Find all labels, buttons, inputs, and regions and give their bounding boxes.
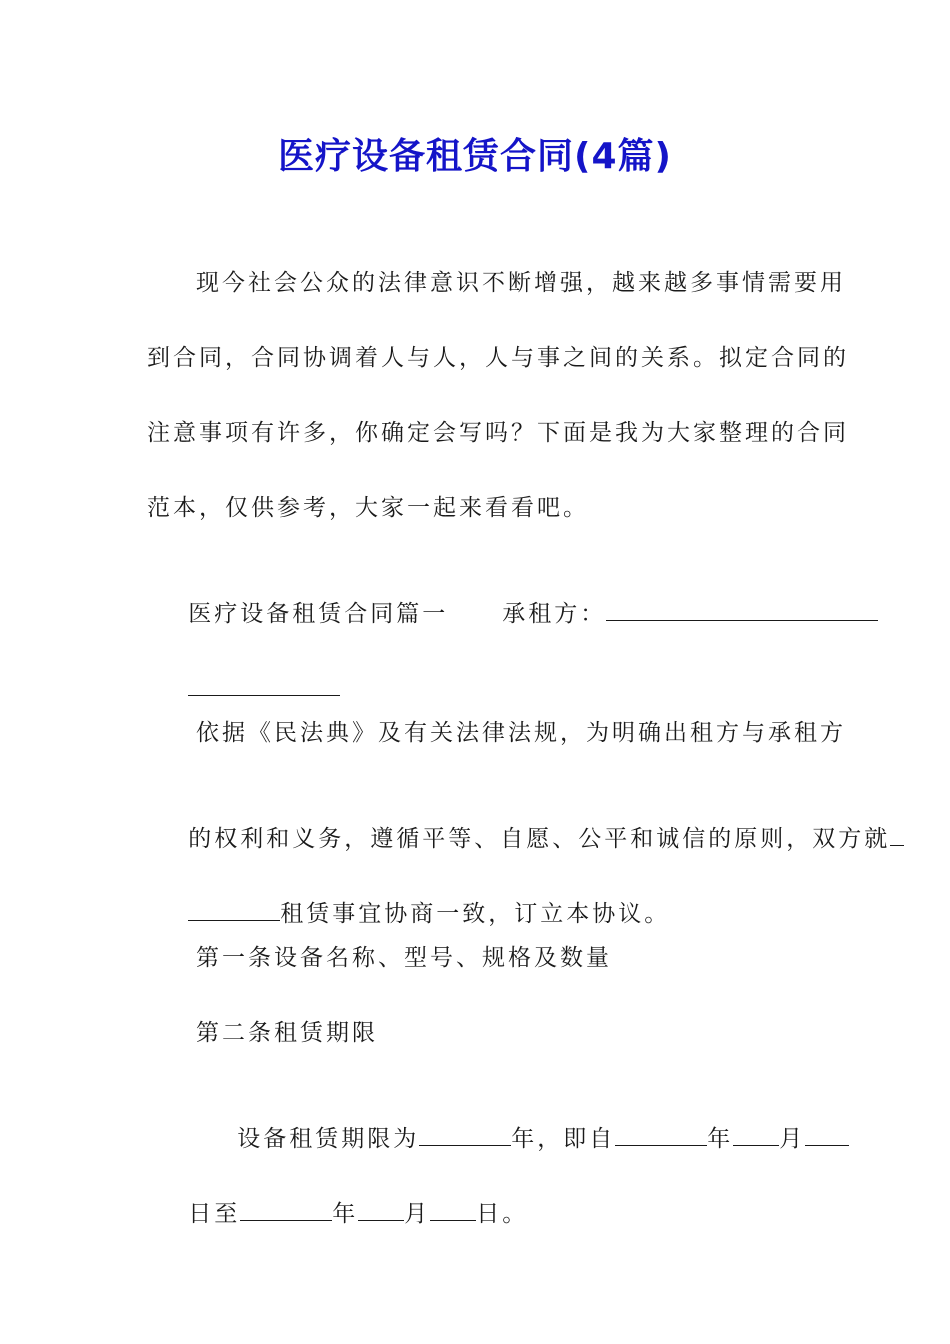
intro-line-2: 到合同，合同协调着人与人，人与事之间的关系。拟定合同的 [147, 345, 849, 371]
article-1-heading: 第一条设备名称、型号、规格及数量 [196, 945, 612, 971]
term-line-1-text-d: 月 [779, 1126, 806, 1152]
document-title: 医疗设备租赁合同(4篇) [278, 136, 672, 177]
lessee-blank-continuation[interactable] [188, 673, 340, 696]
term-line-2-text-a: 日至 [188, 1201, 241, 1227]
term-line-2-text-c: 月 [404, 1201, 431, 1227]
start-month-blank[interactable] [733, 1123, 779, 1146]
term-line-2-text-d: 日。 [476, 1201, 529, 1227]
lessee-label: 承租方： [502, 601, 607, 627]
end-month-blank[interactable] [358, 1198, 404, 1221]
subject-blank-continuation[interactable] [188, 898, 280, 921]
term-years-blank[interactable] [419, 1123, 511, 1146]
term-line-1-text-a: 设备租赁期限为 [237, 1126, 420, 1152]
basis-line-1: 依据《民法典》及有关法律法规，为明确出租方与承租方 [196, 720, 846, 746]
intro-line-4: 范本，仅供参考，大家一起来看看吧。 [147, 495, 589, 521]
section-heading: 医疗设备租赁合同篇一 [188, 601, 449, 627]
article-2-heading: 第二条租赁期限 [196, 1020, 378, 1046]
start-year-blank[interactable] [615, 1123, 707, 1146]
start-day-blank[interactable] [805, 1123, 849, 1146]
lessee-blank[interactable] [606, 598, 878, 621]
basis-line-2: 的权利和义务，遵循平等、自愿、公平和诚信的原则，双方就 [188, 826, 891, 852]
term-line-1-text-c: 年 [707, 1126, 734, 1152]
end-day-blank[interactable] [430, 1198, 476, 1221]
end-year-blank[interactable] [240, 1198, 332, 1221]
term-line-2 [147, 1168, 807, 1259]
basis-line-3: 租赁事宜协商一致，订立本协议。 [280, 901, 671, 927]
intro-line-1: 现今社会公众的法律意识不断增强，越来越多事情需要用 [196, 270, 846, 296]
subject-blank[interactable] [890, 823, 904, 846]
term-line-2-text-b: 年 [332, 1201, 359, 1227]
intro-line-3: 注意事项有许多，你确定会写吗？下面是我为大家整理的合同 [147, 420, 849, 446]
term-line-1-text-b: 年，即自 [511, 1126, 616, 1152]
